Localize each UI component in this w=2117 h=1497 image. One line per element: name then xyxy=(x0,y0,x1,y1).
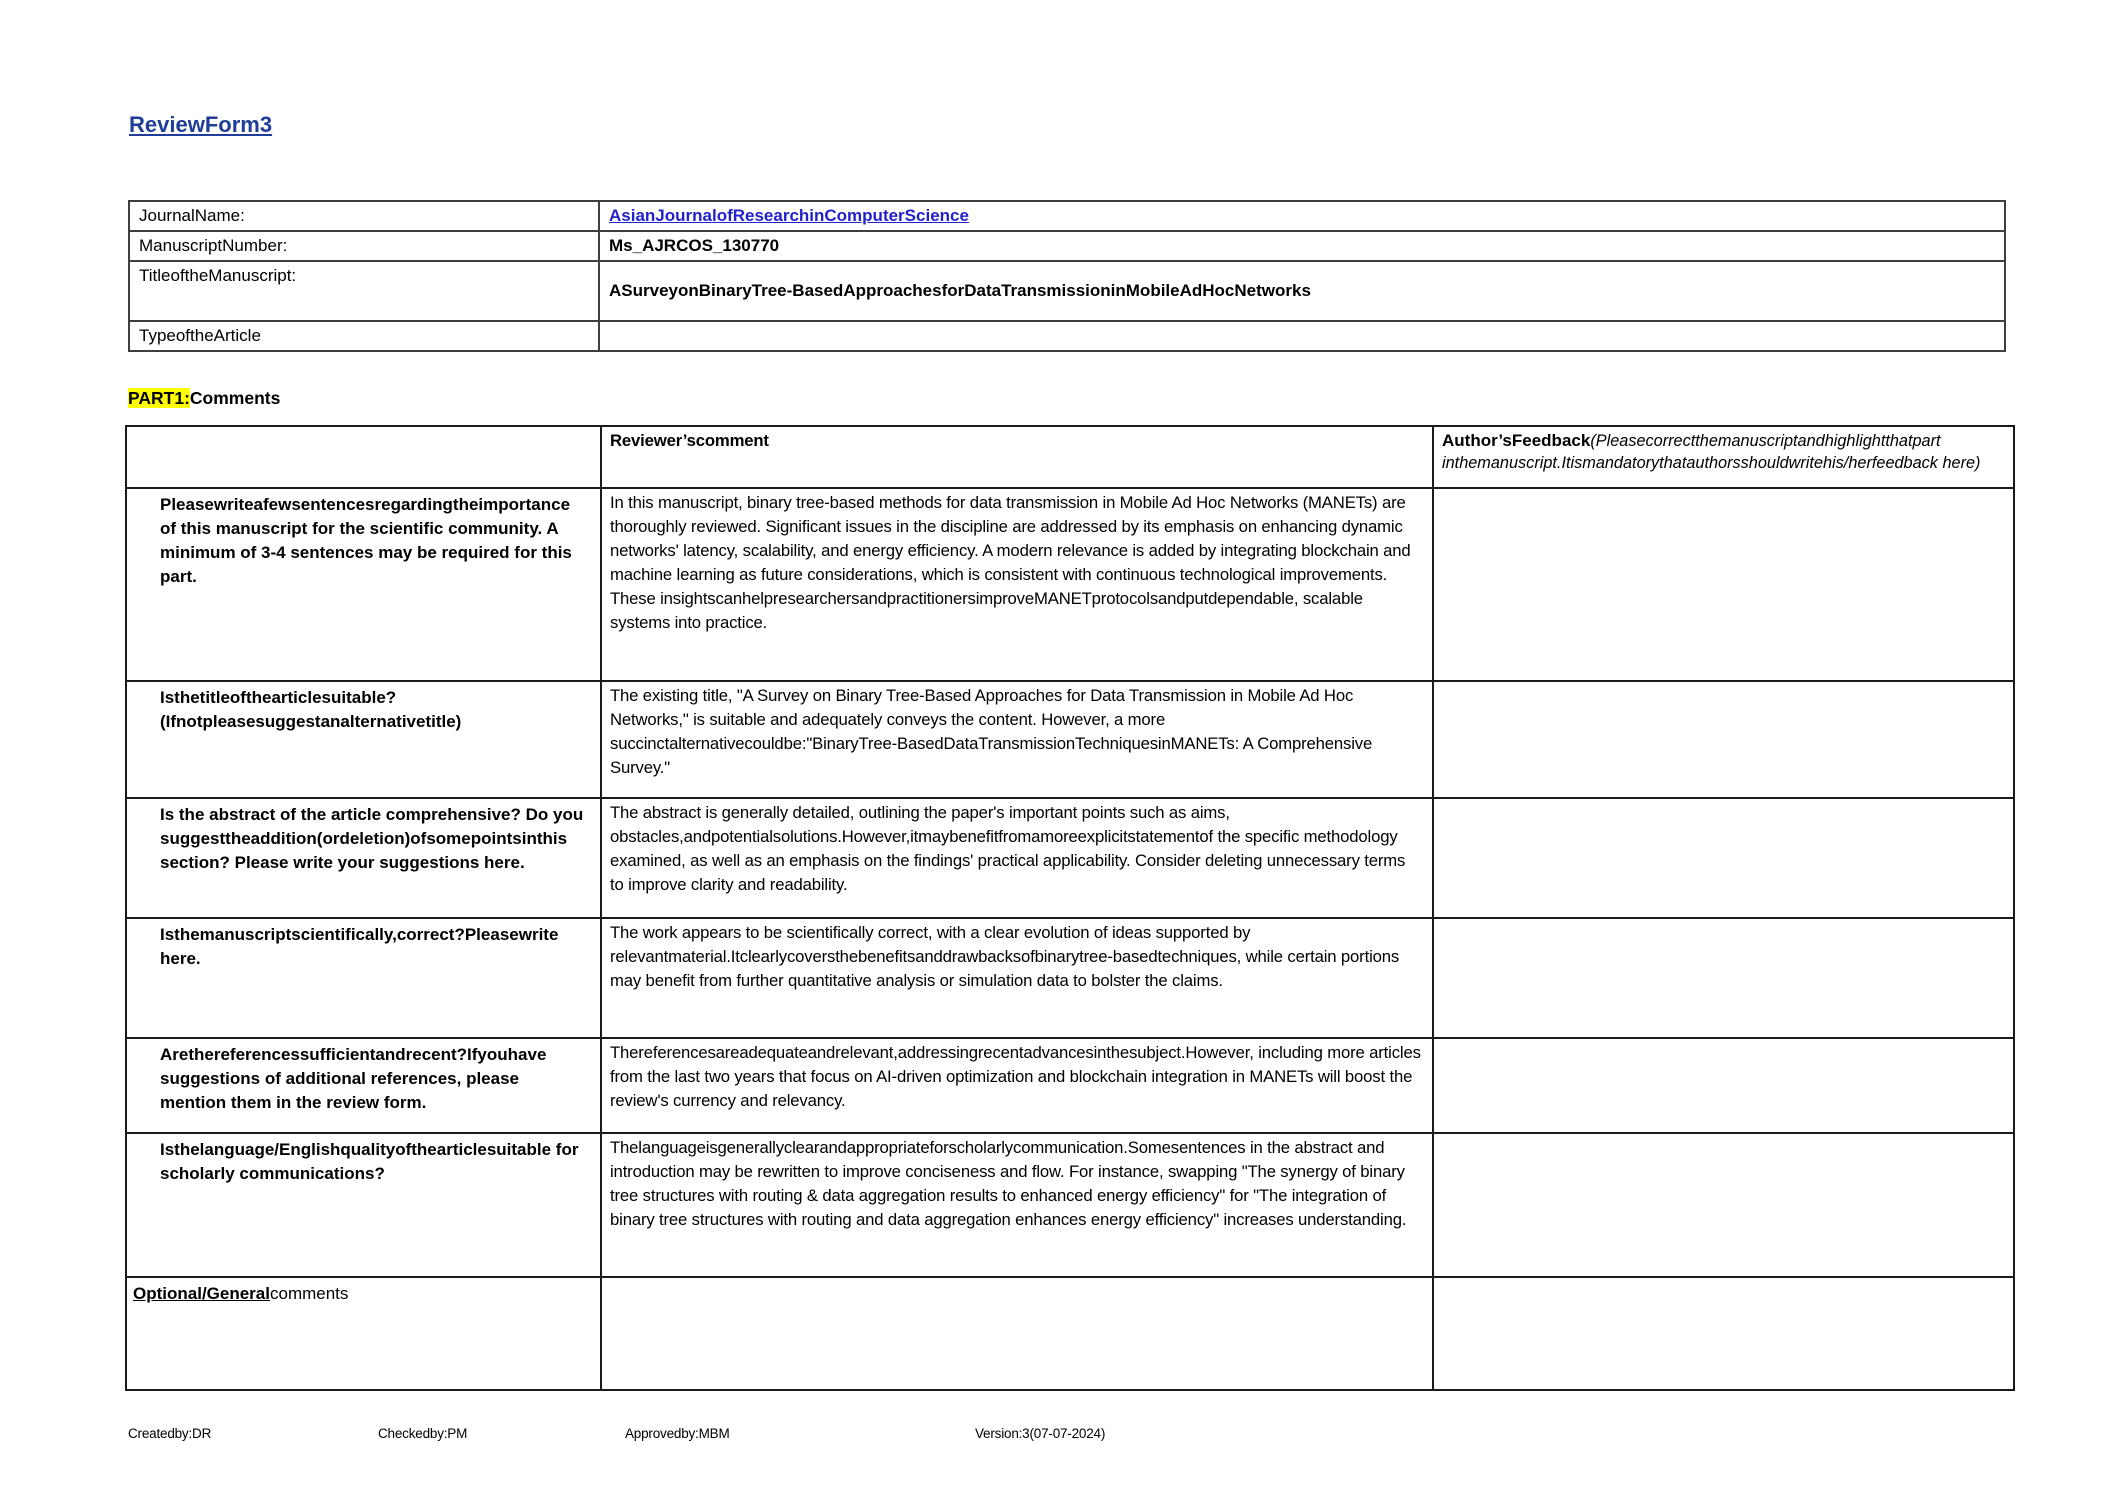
journal-name-cell xyxy=(599,201,2005,231)
table-header-row xyxy=(126,426,2014,488)
header-question-cell xyxy=(126,426,601,488)
author-feedback-references xyxy=(1433,1038,2014,1133)
author-feedback-language xyxy=(1433,1133,2014,1277)
reviewer-comment-language: Thelanguageisgenerallyclearandappropriateforscholarlycommunication.Somesentences in the abstract and introduction may be rewritten to improve conciseness and flow. For instance, swapping "The synergy of binary tree structures with routing & data aggregation results to enhanced energy efficiency" for "The integration of binary tree structures with routing and data aggregation enhances energy efficiency" increases understanding. xyxy=(601,1133,1433,1277)
article-type-value xyxy=(599,321,2005,351)
part1-heading xyxy=(128,388,280,409)
comments-table xyxy=(125,425,2015,1391)
author-feedback-importance xyxy=(1433,488,2014,681)
header-reviewer-comment: Reviewer’scomment xyxy=(601,426,1433,488)
manuscript-title-value: ASurveyonBinaryTree-BasedApproachesforDataTransmissioninMobileAdHocNetworks xyxy=(599,261,2005,321)
article-type-label: TypeoftheArticle xyxy=(129,321,599,351)
reviewer-comment-optional xyxy=(601,1277,1433,1390)
optional-general-suffix: comments xyxy=(269,1284,349,1303)
table-row xyxy=(129,201,2005,231)
table-row-language xyxy=(126,1133,2014,1277)
author-feedback-note: (Pleasecorrectthemanuscriptandhighlightthatpart inthemanuscript.Itismandatorythatauthorsshouldwritehis/herfeedback here) xyxy=(1442,432,1981,472)
table-row-references xyxy=(126,1038,2014,1133)
table-row-optional-comments xyxy=(126,1277,2014,1390)
journal-name-label: JournalName: xyxy=(129,201,599,231)
reviewer-comment-abstract: The abstract is generally detailed, outlining the paper's important points such as aims, obstacles,andpotentialsolutions.However,itmaybenefitfromamoreexplicitstatementof the specific methodology examined, as well as an emphasis on the findings' practical applicability. Consider deleting unnecessary terms to improve clarity and readability. xyxy=(601,798,1433,918)
author-feedback-scientific xyxy=(1433,918,2014,1038)
table-row xyxy=(129,231,2005,261)
question-language: Isthelanguage/Englishqualityofthearticlesuitable for scholarly communications? xyxy=(126,1133,601,1277)
author-feedback-title-suitable xyxy=(1433,681,2014,798)
question-optional-general xyxy=(126,1277,601,1390)
footer-version: Version:3(07-07-2024) xyxy=(975,1426,1106,1441)
question-scientific: Isthemanuscriptscientifically,correct?Pleasewrite here. xyxy=(126,918,601,1038)
reviewer-comment-scientific: The work appears to be scientifically correct, with a clear evolution of ideas supported by relevantmaterial.Itclearlycoversthebenefitsanddrawbacksofbinarytree-basedtechniques, while certain portions may benefit from further quantitative analysis or simulation data to bolster the claims. xyxy=(601,918,1433,1038)
header-author-feedback xyxy=(1433,426,2014,488)
manuscript-number-value: Ms_AJRCOS_130770 xyxy=(599,231,2005,261)
footer-checked-by: Checkedby:PM xyxy=(378,1426,468,1441)
reviewer-comment-importance: In this manuscript, binary tree-based methods for data transmission in Mobile Ad Hoc Networks (MANETs) are thoroughly reviewed. Significant issues in the discipline are addressed by its emphasis on enhancing dynamic networks' latency, scalability, and energy efficiency. A modern relevance is added by integrating blockchain and machine learning as future considerations, which is consistent with continuous technological improvements. These insightscanhelpresearchersandpractitionersimproveMANETprotocolsandputdependable, scalable systems into practice. xyxy=(601,488,1433,681)
question-title-suitable: Isthetitleofthearticlesuitable? (Ifnotpleasesuggestanalternativetitle) xyxy=(126,681,601,798)
table-row xyxy=(129,261,2005,321)
reviewer-comment-references: Thereferencesareadequateandrelevant,addressingrecentadvancesinthesubject.However, including more articles from the last two years that focus on AI-driven optimization and blockchain integration in MANETs will boost the review's currency and relevancy. xyxy=(601,1038,1433,1133)
author-feedback-abstract xyxy=(1433,798,2014,918)
optional-general-label: Optional/General xyxy=(133,1284,270,1303)
table-row-abstract xyxy=(126,798,2014,918)
question-abstract: Is the abstract of the article comprehensive? Do you suggesttheaddition(ordeletion)ofsomepointsinthis section? Please write your suggestions here. xyxy=(126,798,601,918)
part1-highlight: PART1: xyxy=(128,388,190,408)
table-row-scientific xyxy=(126,918,2014,1038)
footer-approved-by: Approvedby:MBM xyxy=(625,1426,730,1441)
manuscript-title-label: TitleoftheManuscript: xyxy=(129,261,599,321)
manuscript-info-table xyxy=(128,200,2006,352)
author-feedback-title: Author’sFeedback xyxy=(1442,431,1591,450)
table-row-title-suitable xyxy=(126,681,2014,798)
question-importance: Pleasewriteafewsentencesregardingtheimportance of this manuscript for the scientific community. A minimum of 3-4 sentences may be required for this part. xyxy=(126,488,601,681)
page-title: ReviewForm3 xyxy=(129,112,273,137)
author-feedback-optional xyxy=(1433,1277,2014,1390)
table-row xyxy=(129,321,2005,351)
table-row-importance xyxy=(126,488,2014,681)
part1-label: Comments xyxy=(189,388,281,408)
manuscript-number-label: ManuscriptNumber: xyxy=(129,231,599,261)
reviewer-comment-title-suitable: The existing title, "A Survey on Binary Tree-Based Approaches for Data Transmission in Mobile Ad Hoc Networks," is suitable and adequately conveys the content. However, a more succinctalternativecouldbe:"BinaryTree-BasedDataTransmissionTechniquesinMANETs: A Comprehensive Survey." xyxy=(601,681,1433,798)
journal-name-link[interactable]: AsianJournalofResearchinComputerScience xyxy=(609,206,969,225)
question-references: Arethereferencessufficientandrecent?Ifyouhave suggestions of additional references, please mention them in the review form. xyxy=(126,1038,601,1133)
footer-created-by: Createdby:DR xyxy=(128,1426,212,1441)
